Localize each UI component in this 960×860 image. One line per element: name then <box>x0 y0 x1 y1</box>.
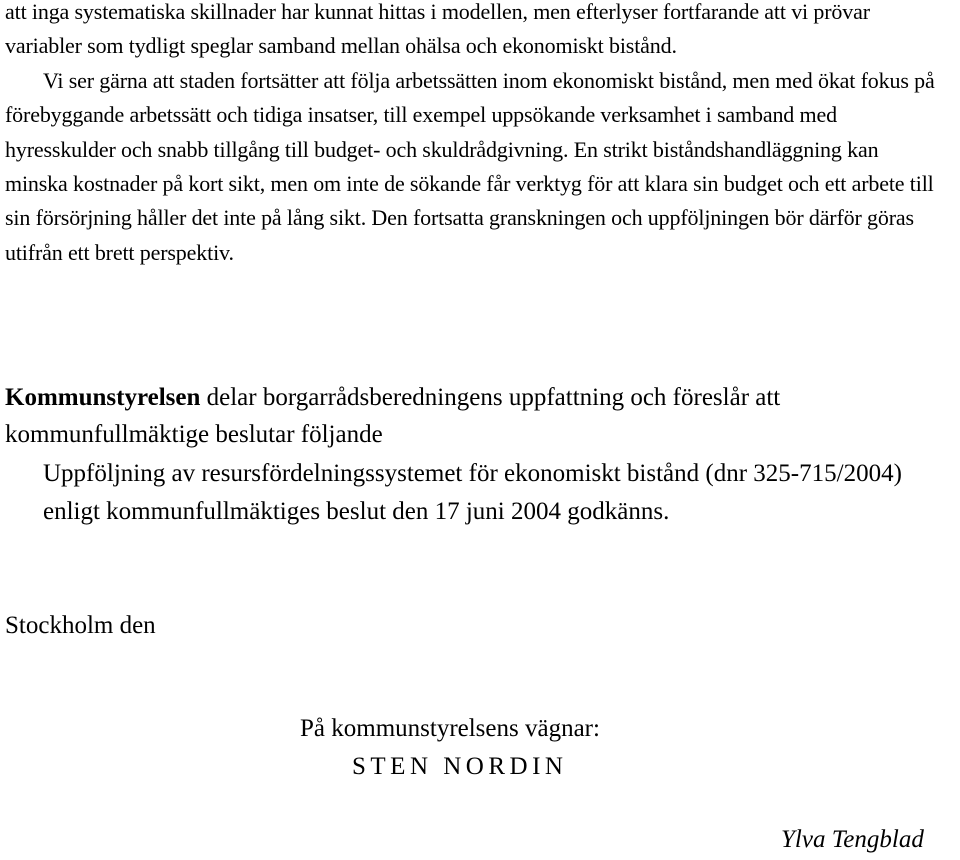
signatory-name: STEN NORDIN <box>352 753 568 780</box>
proposing-body: Kommunstyrelsen <box>5 384 201 411</box>
analysis-text: att inga systematiska skillnader har kunnat hittas i modellen, men efterlyser fortfarande att vi prövar variabler som tydligt speglar samband mellan ohälsa och ekonomiskt bistånd. <box>5 0 870 59</box>
analysis-paragraph <box>5 0 945 270</box>
decision-text: Uppföljning av resursfördelningssystemet för ekonomiskt bistånd (dnr 325-715/2004) enligt kommunfullmäktiges beslut den 17 juni 2004 godkänns. <box>43 460 902 525</box>
proposal-paragraph <box>5 379 950 453</box>
place-date-line: Stockholm den <box>5 612 156 639</box>
proposal-text: delar borgarrådsberedningens uppfattning och föreslår att kommunfullmäktige beslutar följande <box>5 384 781 448</box>
recommendation-text: Vi ser gärna att staden fortsätter att följa arbetssätten inom ekonomiskt bistånd, men med ökat fokus på förebyggande arbetssätt och tidiga insatser, till exempel uppsökande verksamhet i samband med hyresskulder och snabb tillgång till budget- och skuldrådgivning. En strikt biståndshandläggning kan minska kostnader på kort sikt, men om inte de sökande får verktyg för att klara sin budget och ett arbete till sin försörjning håller det inte på lång sikt. Den fortsatta granskningen och uppföljningen bör därför göras utifrån ett brett perspektiv. <box>5 67 935 265</box>
on-behalf-line: På kommunstyrelsens vägnar: <box>300 715 600 742</box>
countersigner-name: Ylva Tengblad <box>781 826 924 853</box>
